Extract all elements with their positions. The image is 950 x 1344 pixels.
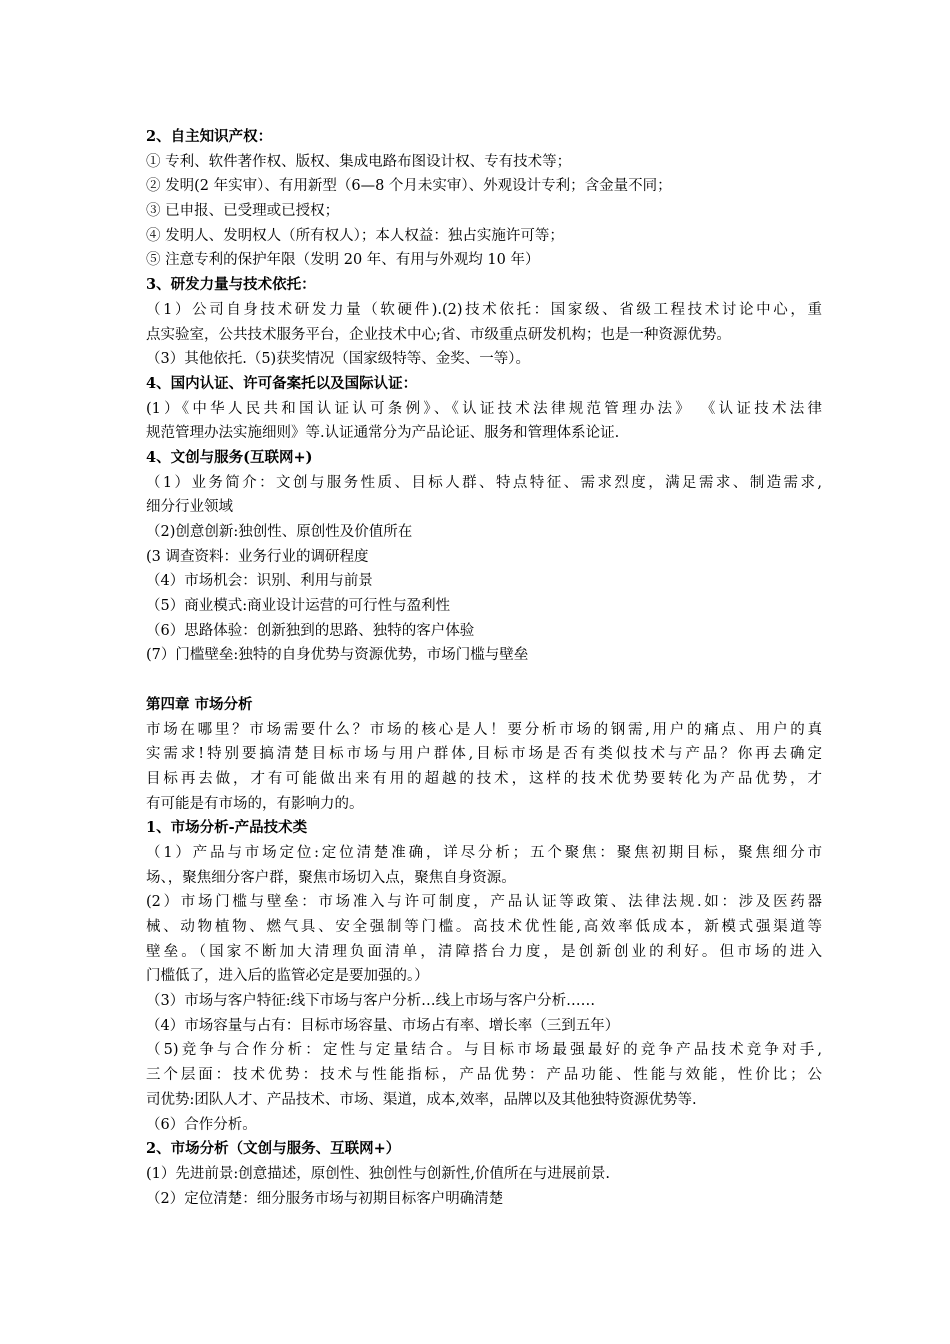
text-line: (1）《中华人民共和国认证认可条例》、《认证技术法律规范管理办法》 《认证技术法律 [146, 400, 822, 417]
text-line: 场、，聚焦细分客户群，聚焦市场切入点，聚焦自身资源。 [146, 869, 516, 886]
text-line: (7）门槛壁垒:独特的自身优势与资源优势，市场门槛与壁垒 [146, 647, 529, 664]
text-line: 细分行业领域 [146, 499, 233, 516]
text-line: 壁垒。（国家不断加大清理负面清单，清障搭台力度，是创新创业的利好。但市场的进入 [146, 943, 822, 960]
text-line: （3）市场与客户特征:线下市场与客户分析…线上市场与客户分析…… [146, 993, 596, 1010]
text-line: 点实验室，公共技术服务平台，企业技术中心;省、市级重点研发机构；也是一种资源优势。 [146, 326, 731, 343]
section-heading: 第四章 市场分析 [146, 695, 253, 713]
text-line: (2）市场门槛与壁垒：市场准入与许可制度，产品认证等政策、法律法规.如：涉及医药器 [146, 894, 822, 911]
text-line: 三个层面：技术优势：技术与性能指标，产品优势：产品功能、性能与效能，性价比；公 [146, 1067, 822, 1084]
text-line: 实需求!特别要搞清楚目标市场与用户群体,目标市场是否有类似技术与产品？你再去确定 [146, 746, 822, 763]
text-line: ① 专利、软件著作权、版权、集成电路布图设计权、专有技术等； [146, 153, 572, 170]
text-line: (1）先进前景:创意描述，原创性、独创性与创新性,价值所在与进展前景. [146, 1165, 610, 1182]
text-line: 目标再去做，才有可能做出来有用的超越的技术，这样的技术优势要转化为产品优势，才 [146, 770, 822, 787]
blank-line [146, 668, 822, 693]
section-heading: 4、文创与服务(互联网+) [146, 448, 313, 466]
section-heading: 2、自主知识产权： [146, 128, 273, 145]
text-line: 有可能是有市场的，有影响力的。 [146, 795, 364, 812]
text-line: （6）思路体验：创新独到的思路、独特的客户体验 [146, 622, 475, 639]
text-line: 市场在哪里？市场需要什么？市场的核心是人！要分析市场的钢需,用户的痛点、用户的真 [146, 721, 822, 738]
section-heading: 1、市场分析-产品技术类 [146, 819, 308, 837]
text-line: 司优势:团队人才、产品技术、市场、渠道，成本,效率，品牌以及其他独特资源优势等. [146, 1091, 697, 1108]
text-line: （4）市场机会：识别、利用与前景 [146, 573, 373, 590]
text-line: （2）定位清楚：细分服务市场与初期目标客户明确清楚 [146, 1190, 504, 1207]
text-line: ④ 发明人、发明权人（所有权人）；本人权益：独占实施许可等； [146, 227, 564, 244]
text-line: ② 发明(2 年实审）、有用新型（6—8 个月未实审）、外观设计专利；含金量不同； [146, 178, 672, 195]
text-line: （2)创意创新:独创性、原创性及价值所在 [146, 524, 413, 540]
text-line: 械、动物植物、燃气具、安全强制等门槛。高技术优性能,高效率低成本，新模式强渠道等 [146, 919, 822, 935]
text-line: （1）产品与市场定位:定位清楚准确，详尽分析；五个聚焦：聚焦初期目标，聚焦细分市 [146, 844, 822, 861]
text-line: （5）商业模式:商业设计运营的可行性与盈利性 [146, 598, 451, 615]
section-heading: 2、市场分析（文创与服务、互联网+） [146, 1140, 401, 1158]
text-line: ③ 已申报、已受理或已授权； [146, 203, 340, 220]
text-line: 门槛低了，进入后的监管必定是要加强的。） [146, 968, 429, 985]
text-line: （6）合作分析。 [146, 1116, 257, 1133]
text-line: 规范管理办法实施细则》等.认证通常分为产品论证、服务和管理体系论证. [146, 425, 620, 442]
text-line: （1）公司自身技术研发力量（软硬件).(2)技术依托：国家级、省级工程技术讨论中心，重 [146, 301, 822, 318]
text-line: （5)竞争与合作分析：定性与定量结合。与目标市场最强最好的竞争产品技术竞争对手, [146, 1042, 822, 1059]
section-heading: 3、研发力量与技术依托： [146, 276, 316, 294]
text-line: ⑤ 注意专利的保护年限（发明 20 年、有用与外观均 10 年） [146, 252, 540, 269]
section-heading: 4、国内认证、许可备案托以及国际认证： [146, 374, 418, 392]
text-line: (3 调查资料：业务行业的调研程度 [146, 548, 369, 565]
text-line: （4）市场容量与占有：目标市场容量、市场占有率、增长率（三到五年） [146, 1017, 620, 1034]
text-line: （3）其他依托.（5)获奖情况（国家级特等、金奖、一等）。 [146, 351, 530, 368]
document-page [146, 125, 822, 1211]
text-line: （1）业务简介：文创与服务性质、目标人群、特点特征、需求烈度，满足需求、制造需求, [146, 474, 822, 491]
